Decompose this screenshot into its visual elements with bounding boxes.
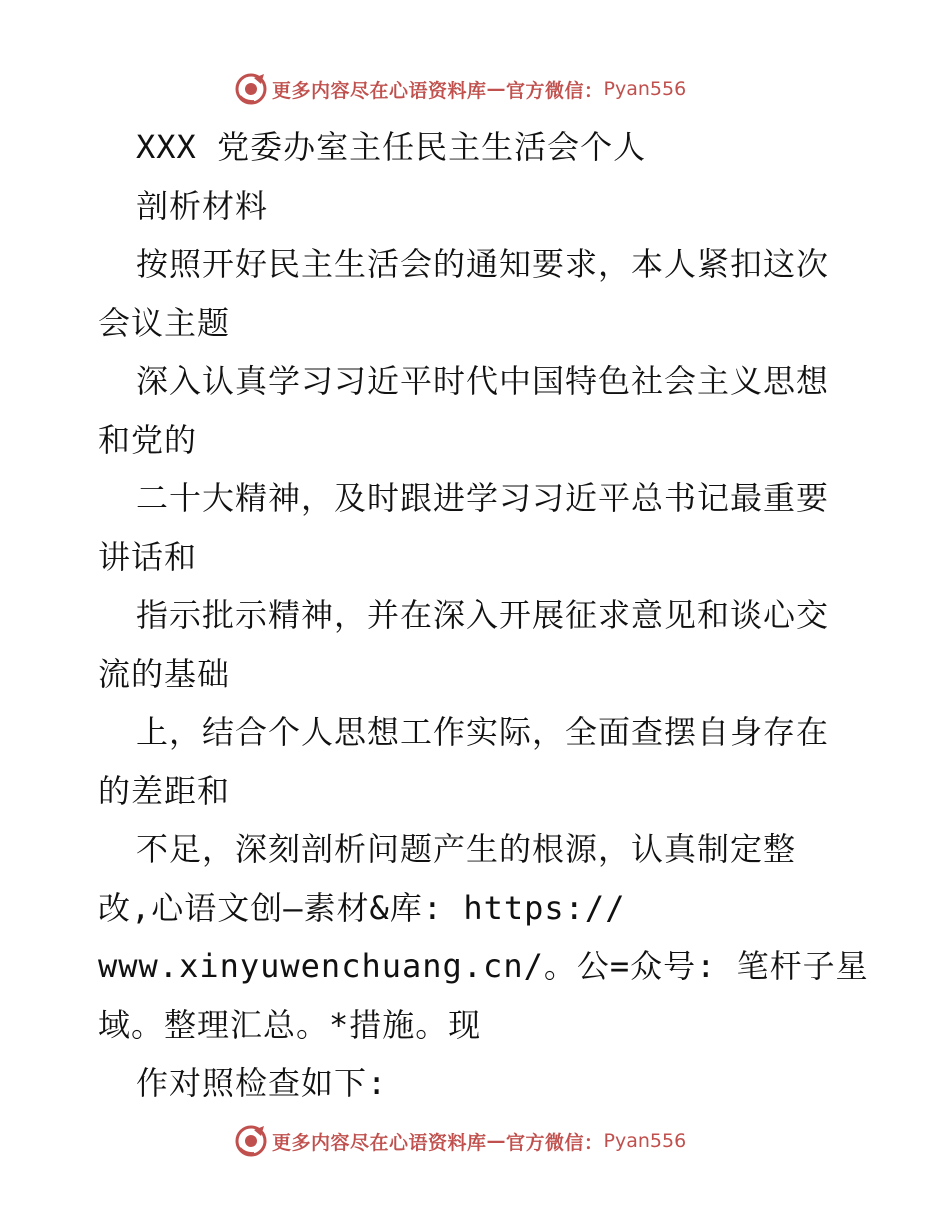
paragraph-line: 的差距和	[98, 771, 231, 810]
watermark-official-label: 官方微信：	[506, 79, 604, 102]
paragraph-line: www.xinyuwenchuang.cn/。公=众号: 笔杆子星	[98, 947, 869, 985]
paragraph-line: 作对照检查如下:	[136, 1064, 388, 1102]
paragraph-line: 二十大精神，及时跟进学习习近平总书记最重要	[136, 479, 830, 517]
paragraph-line: 上，结合个人思想工作实际，全面查摆自身存在	[136, 713, 830, 751]
watermark-dash: —	[486, 78, 507, 100]
watermark-official-label: 官方微信：	[506, 1131, 604, 1154]
paragraph-line: 不足，深刻剖析问题产生的根源，认真制定整	[136, 830, 797, 868]
document-title-line-2: 剖析材料	[136, 186, 269, 225]
paragraph-line: 会议主题	[98, 303, 231, 342]
paragraph-line: 域。整理汇总。*措施。现	[98, 1005, 482, 1044]
paragraph-line: 指示批示精神，并在深入开展征求意见和谈心交	[136, 596, 830, 634]
watermark-main-text: 更多内容尽在心语资料库	[272, 79, 487, 102]
paragraph-line: 和党的	[98, 420, 198, 459]
watermark-dash: —	[486, 1130, 507, 1152]
watermark-wechat-id: Pyan556	[603, 78, 687, 100]
document-body	[98, 118, 869, 1113]
paragraph-line: 改,心语文创—素材&库: https://	[98, 888, 626, 927]
paragraph-line: 按照开好民主生活会的通知要求，本人紧扣这次	[136, 245, 830, 283]
paragraph-line: 流的基础	[98, 654, 231, 693]
watermark-main-text: 更多内容尽在心语资料库	[272, 1131, 487, 1154]
document-title-line-1: XXX 党委办室主任民主生活会个人	[136, 128, 647, 166]
paragraph-line: 深入认真学习习近平时代中国特色社会主义思想	[136, 362, 830, 400]
watermark-wechat-id: Pyan556	[603, 1130, 687, 1152]
xinyu-logo-icon	[234, 72, 268, 106]
header-watermark	[234, 72, 686, 106]
paragraph-line: 讲话和	[98, 537, 198, 576]
footer-watermark	[234, 1124, 686, 1158]
xinyu-logo-icon	[234, 1124, 268, 1158]
